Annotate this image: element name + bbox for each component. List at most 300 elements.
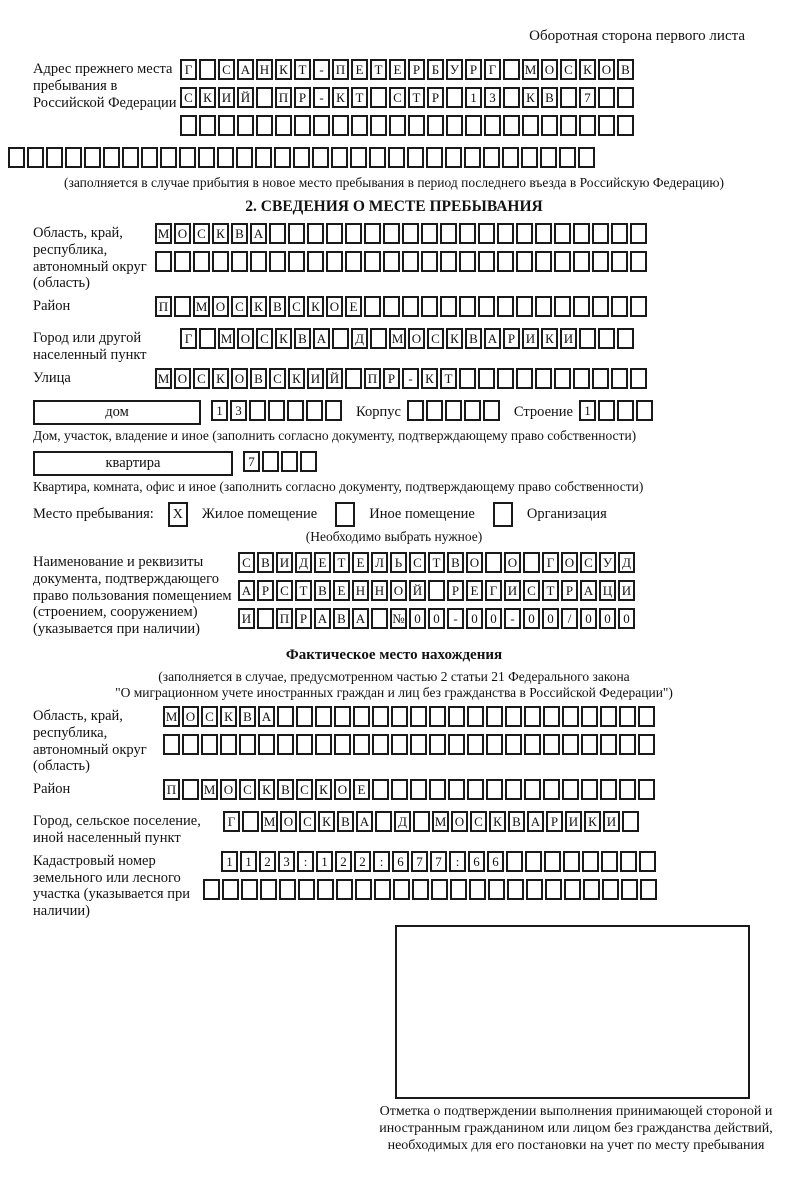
char-cell[interactable]: Е <box>466 580 483 601</box>
char-cell[interactable]: К <box>199 87 216 108</box>
char-cell[interactable] <box>619 706 636 727</box>
char-cell[interactable] <box>619 734 636 755</box>
char-cell[interactable] <box>180 115 197 136</box>
char-cell[interactable]: М <box>261 811 278 832</box>
char-cell[interactable] <box>288 251 305 272</box>
char-cell[interactable] <box>581 734 598 755</box>
char-cell[interactable] <box>426 147 443 168</box>
char-cell[interactable]: С <box>231 296 248 317</box>
char-cell[interactable]: А <box>237 59 254 80</box>
char-cell[interactable]: Е <box>389 59 406 80</box>
char-cell[interactable] <box>617 400 634 421</box>
char-cell[interactable] <box>540 147 557 168</box>
char-cell[interactable] <box>525 851 542 872</box>
char-cell[interactable]: 1 <box>579 400 596 421</box>
char-cell[interactable] <box>578 147 595 168</box>
char-cell[interactable]: Е <box>333 580 350 601</box>
char-cell[interactable] <box>478 296 495 317</box>
char-cell[interactable]: О <box>182 706 199 727</box>
checkbox-zhiloe[interactable]: X <box>168 502 188 527</box>
char-cell[interactable]: П <box>163 779 180 800</box>
char-cell[interactable] <box>598 400 615 421</box>
char-cell[interactable]: 3 <box>230 400 247 421</box>
char-cell[interactable]: П <box>276 608 293 629</box>
char-cell[interactable] <box>199 115 216 136</box>
char-cell[interactable] <box>350 147 367 168</box>
char-cell[interactable] <box>562 779 579 800</box>
char-cell[interactable] <box>488 879 505 900</box>
char-cell[interactable]: П <box>155 296 172 317</box>
char-cell[interactable] <box>630 296 647 317</box>
char-cell[interactable] <box>402 223 419 244</box>
char-cell[interactable]: Ь <box>390 552 407 573</box>
char-cell[interactable] <box>446 115 463 136</box>
char-cell[interactable]: М <box>163 706 180 727</box>
char-cell[interactable] <box>503 59 520 80</box>
char-cell[interactable]: : <box>373 851 390 872</box>
char-cell[interactable] <box>218 115 235 136</box>
char-cell[interactable] <box>313 115 330 136</box>
char-cell[interactable] <box>497 223 514 244</box>
char-cell[interactable]: А <box>527 811 544 832</box>
char-cell[interactable]: А <box>580 580 597 601</box>
char-cell[interactable] <box>281 451 298 472</box>
char-cell[interactable]: О <box>231 368 248 389</box>
char-cell[interactable] <box>450 879 467 900</box>
char-cell[interactable] <box>600 706 617 727</box>
char-cell[interactable] <box>103 147 120 168</box>
char-cell[interactable]: И <box>504 580 521 601</box>
char-cell[interactable] <box>46 147 63 168</box>
char-cell[interactable] <box>638 734 655 755</box>
char-cell[interactable]: Д <box>394 811 411 832</box>
char-cell[interactable]: К <box>212 223 229 244</box>
char-cell[interactable]: А <box>313 328 330 349</box>
char-cell[interactable] <box>639 851 656 872</box>
char-cell[interactable]: К <box>275 328 292 349</box>
char-cell[interactable] <box>300 451 317 472</box>
char-cell[interactable]: О <box>466 552 483 573</box>
char-cell[interactable] <box>619 779 636 800</box>
char-cell[interactable] <box>505 779 522 800</box>
char-cell[interactable] <box>410 779 427 800</box>
char-cell[interactable]: 6 <box>468 851 485 872</box>
char-cell[interactable] <box>353 706 370 727</box>
char-cell[interactable] <box>448 734 465 755</box>
char-cell[interactable] <box>505 734 522 755</box>
char-cell[interactable] <box>638 779 655 800</box>
char-cell[interactable] <box>372 734 389 755</box>
char-cell[interactable] <box>560 115 577 136</box>
char-cell[interactable]: 0 <box>409 608 426 629</box>
char-cell[interactable]: В <box>239 706 256 727</box>
char-cell[interactable] <box>535 251 552 272</box>
char-cell[interactable] <box>478 223 495 244</box>
char-cell[interactable]: В <box>294 328 311 349</box>
char-cell[interactable]: О <box>212 296 229 317</box>
char-cell[interactable]: М <box>201 779 218 800</box>
char-cell[interactable]: М <box>218 328 235 349</box>
char-cell[interactable] <box>516 251 533 272</box>
char-cell[interactable] <box>544 851 561 872</box>
char-cell[interactable] <box>541 115 558 136</box>
char-cell[interactable]: Р <box>546 811 563 832</box>
char-cell[interactable] <box>237 115 254 136</box>
char-cell[interactable] <box>274 147 291 168</box>
char-cell[interactable]: Р <box>465 59 482 80</box>
checkbox-inoe[interactable] <box>335 502 355 527</box>
char-cell[interactable] <box>617 115 634 136</box>
char-cell[interactable]: И <box>307 368 324 389</box>
char-cell[interactable]: С <box>276 580 293 601</box>
char-cell[interactable] <box>516 296 533 317</box>
char-cell[interactable] <box>277 706 294 727</box>
char-cell[interactable]: М <box>389 328 406 349</box>
char-cell[interactable] <box>203 879 220 900</box>
char-cell[interactable] <box>429 734 446 755</box>
char-cell[interactable]: Г <box>180 59 197 80</box>
char-cell[interactable]: О <box>598 59 615 80</box>
char-cell[interactable]: Д <box>618 552 635 573</box>
char-cell[interactable] <box>621 879 638 900</box>
char-cell[interactable] <box>326 223 343 244</box>
char-cell[interactable] <box>592 251 609 272</box>
char-cell[interactable] <box>260 879 277 900</box>
char-cell[interactable] <box>562 706 579 727</box>
char-cell[interactable] <box>545 879 562 900</box>
char-cell[interactable] <box>440 251 457 272</box>
char-cell[interactable]: С <box>389 87 406 108</box>
char-cell[interactable]: Т <box>333 552 350 573</box>
char-cell[interactable] <box>402 296 419 317</box>
char-cell[interactable] <box>182 779 199 800</box>
char-cell[interactable] <box>429 706 446 727</box>
char-cell[interactable] <box>84 147 101 168</box>
char-cell[interactable] <box>293 147 310 168</box>
char-cell[interactable]: А <box>352 608 369 629</box>
char-cell[interactable] <box>592 368 609 389</box>
char-cell[interactable] <box>212 251 229 272</box>
char-cell[interactable] <box>582 851 599 872</box>
char-cell[interactable] <box>421 296 438 317</box>
char-cell[interactable]: Т <box>408 87 425 108</box>
char-cell[interactable] <box>288 223 305 244</box>
char-cell[interactable]: И <box>565 811 582 832</box>
char-cell[interactable]: В <box>541 87 558 108</box>
char-cell[interactable] <box>371 608 388 629</box>
char-cell[interactable]: Н <box>256 59 273 80</box>
char-cell[interactable] <box>459 223 476 244</box>
char-cell[interactable] <box>174 251 191 272</box>
char-cell[interactable]: Д <box>351 328 368 349</box>
char-cell[interactable]: Е <box>314 552 331 573</box>
char-cell[interactable] <box>440 296 457 317</box>
char-cell[interactable] <box>231 251 248 272</box>
char-cell[interactable]: 0 <box>428 608 445 629</box>
char-cell[interactable] <box>598 115 615 136</box>
char-cell[interactable] <box>581 779 598 800</box>
char-cell[interactable] <box>336 879 353 900</box>
char-cell[interactable] <box>484 115 501 136</box>
char-cell[interactable] <box>485 552 502 573</box>
char-cell[interactable]: О <box>541 59 558 80</box>
char-cell[interactable]: С <box>201 706 218 727</box>
char-cell[interactable] <box>445 147 462 168</box>
char-cell[interactable] <box>383 223 400 244</box>
char-cell[interactable]: К <box>421 368 438 389</box>
char-cell[interactable] <box>345 223 362 244</box>
char-cell[interactable] <box>372 706 389 727</box>
char-cell[interactable] <box>467 779 484 800</box>
char-cell[interactable] <box>250 251 267 272</box>
char-cell[interactable] <box>543 779 560 800</box>
char-cell[interactable]: И <box>218 87 235 108</box>
char-cell[interactable] <box>638 706 655 727</box>
char-cell[interactable]: Б <box>427 59 444 80</box>
char-cell[interactable]: К <box>541 328 558 349</box>
char-cell[interactable]: В <box>250 368 267 389</box>
char-cell[interactable] <box>307 223 324 244</box>
char-cell[interactable] <box>262 451 279 472</box>
char-cell[interactable]: В <box>333 608 350 629</box>
char-cell[interactable] <box>543 706 560 727</box>
char-cell[interactable] <box>486 734 503 755</box>
char-cell[interactable] <box>315 734 332 755</box>
char-cell[interactable]: 7 <box>411 851 428 872</box>
char-cell[interactable]: К <box>584 811 601 832</box>
char-cell[interactable] <box>483 400 500 421</box>
char-cell[interactable] <box>331 147 348 168</box>
char-cell[interactable] <box>640 879 657 900</box>
char-cell[interactable]: Р <box>294 87 311 108</box>
char-cell[interactable] <box>249 400 266 421</box>
char-cell[interactable] <box>622 811 639 832</box>
char-cell[interactable] <box>364 223 381 244</box>
char-cell[interactable] <box>535 296 552 317</box>
char-cell[interactable] <box>630 223 647 244</box>
char-cell[interactable] <box>332 115 349 136</box>
char-cell[interactable] <box>573 223 590 244</box>
char-cell[interactable] <box>617 328 634 349</box>
char-cell[interactable]: А <box>250 223 267 244</box>
char-cell[interactable] <box>312 147 329 168</box>
char-cell[interactable]: № <box>390 608 407 629</box>
char-cell[interactable]: У <box>446 59 463 80</box>
char-cell[interactable] <box>174 296 191 317</box>
char-cell[interactable] <box>563 851 580 872</box>
char-cell[interactable] <box>522 115 539 136</box>
char-cell[interactable]: У <box>599 552 616 573</box>
char-cell[interactable] <box>636 400 653 421</box>
char-cell[interactable]: И <box>522 328 539 349</box>
char-cell[interactable]: 0 <box>466 608 483 629</box>
char-cell[interactable] <box>573 368 590 389</box>
char-cell[interactable]: Р <box>408 59 425 80</box>
char-cell[interactable] <box>617 87 634 108</box>
char-cell[interactable] <box>448 779 465 800</box>
char-cell[interactable]: Т <box>542 580 559 601</box>
char-cell[interactable]: И <box>560 328 577 349</box>
char-cell[interactable]: В <box>508 811 525 832</box>
char-cell[interactable]: Г <box>180 328 197 349</box>
char-cell[interactable]: К <box>307 296 324 317</box>
char-cell[interactable]: Т <box>351 87 368 108</box>
char-cell[interactable] <box>554 296 571 317</box>
char-cell[interactable] <box>581 706 598 727</box>
char-cell[interactable] <box>256 115 273 136</box>
char-cell[interactable]: Г <box>542 552 559 573</box>
char-cell[interactable] <box>334 706 351 727</box>
char-cell[interactable] <box>408 115 425 136</box>
char-cell[interactable] <box>429 779 446 800</box>
char-cell[interactable] <box>562 734 579 755</box>
char-cell[interactable]: Г <box>485 580 502 601</box>
char-cell[interactable] <box>483 147 500 168</box>
char-cell[interactable] <box>543 734 560 755</box>
char-cell[interactable] <box>467 706 484 727</box>
char-cell[interactable] <box>239 734 256 755</box>
char-cell[interactable] <box>179 147 196 168</box>
char-cell[interactable] <box>413 811 430 832</box>
char-cell[interactable] <box>388 147 405 168</box>
char-cell[interactable] <box>592 296 609 317</box>
char-cell[interactable] <box>355 879 372 900</box>
char-cell[interactable]: Е <box>351 59 368 80</box>
char-cell[interactable]: 3 <box>278 851 295 872</box>
char-cell[interactable] <box>307 251 324 272</box>
char-cell[interactable]: Д <box>295 552 312 573</box>
char-cell[interactable] <box>559 147 576 168</box>
char-cell[interactable]: 1 <box>316 851 333 872</box>
char-cell[interactable]: Р <box>257 580 274 601</box>
char-cell[interactable]: И <box>238 608 255 629</box>
char-cell[interactable]: О <box>174 368 191 389</box>
char-cell[interactable]: И <box>603 811 620 832</box>
char-cell[interactable] <box>242 811 259 832</box>
char-cell[interactable] <box>275 115 292 136</box>
char-cell[interactable] <box>277 734 294 755</box>
char-cell[interactable]: Р <box>447 580 464 601</box>
char-cell[interactable]: - <box>504 608 521 629</box>
char-cell[interactable]: М <box>155 223 172 244</box>
char-cell[interactable] <box>464 400 481 421</box>
char-cell[interactable]: 7 <box>430 851 447 872</box>
char-cell[interactable]: Й <box>326 368 343 389</box>
char-cell[interactable] <box>287 400 304 421</box>
char-cell[interactable] <box>298 879 315 900</box>
char-cell[interactable]: С <box>239 779 256 800</box>
char-cell[interactable]: О <box>220 779 237 800</box>
char-cell[interactable]: : <box>297 851 314 872</box>
char-cell[interactable]: О <box>326 296 343 317</box>
char-cell[interactable] <box>505 706 522 727</box>
char-cell[interactable] <box>393 879 410 900</box>
char-cell[interactable] <box>524 706 541 727</box>
char-cell[interactable] <box>573 296 590 317</box>
char-cell[interactable]: 2 <box>335 851 352 872</box>
char-cell[interactable] <box>315 706 332 727</box>
char-cell[interactable]: С <box>470 811 487 832</box>
char-cell[interactable] <box>524 779 541 800</box>
char-cell[interactable] <box>630 368 647 389</box>
char-cell[interactable] <box>317 879 334 900</box>
char-cell[interactable] <box>193 251 210 272</box>
char-cell[interactable]: В <box>617 59 634 80</box>
char-cell[interactable] <box>370 87 387 108</box>
char-cell[interactable] <box>598 87 615 108</box>
char-cell[interactable] <box>353 734 370 755</box>
char-cell[interactable] <box>620 851 637 872</box>
char-cell[interactable] <box>306 400 323 421</box>
char-cell[interactable] <box>459 368 476 389</box>
char-cell[interactable] <box>554 368 571 389</box>
char-cell[interactable]: 6 <box>392 851 409 872</box>
char-cell[interactable]: С <box>218 59 235 80</box>
char-cell[interactable] <box>497 368 514 389</box>
char-cell[interactable] <box>345 251 362 272</box>
char-cell[interactable] <box>469 879 486 900</box>
char-cell[interactable]: Т <box>428 552 445 573</box>
char-cell[interactable] <box>370 328 387 349</box>
char-cell[interactable]: О <box>451 811 468 832</box>
char-cell[interactable] <box>448 706 465 727</box>
char-cell[interactable]: 3 <box>484 87 501 108</box>
char-cell[interactable] <box>467 734 484 755</box>
char-cell[interactable]: С <box>580 552 597 573</box>
char-cell[interactable]: В <box>277 779 294 800</box>
char-cell[interactable] <box>535 368 552 389</box>
char-cell[interactable] <box>220 734 237 755</box>
char-cell[interactable]: К <box>315 779 332 800</box>
char-cell[interactable]: О <box>561 552 578 573</box>
char-cell[interactable] <box>611 223 628 244</box>
char-cell[interactable]: Р <box>503 328 520 349</box>
char-cell[interactable] <box>257 608 274 629</box>
char-cell[interactable] <box>426 400 443 421</box>
char-cell[interactable]: С <box>427 328 444 349</box>
char-cell[interactable]: М <box>193 296 210 317</box>
char-cell[interactable]: Г <box>484 59 501 80</box>
char-cell[interactable]: 2 <box>354 851 371 872</box>
char-cell[interactable]: В <box>257 552 274 573</box>
char-cell[interactable]: Е <box>353 779 370 800</box>
char-cell[interactable]: Е <box>352 552 369 573</box>
char-cell[interactable] <box>410 734 427 755</box>
char-cell[interactable]: Т <box>294 59 311 80</box>
char-cell[interactable]: Т <box>370 59 387 80</box>
char-cell[interactable] <box>428 580 445 601</box>
char-cell[interactable]: Н <box>352 580 369 601</box>
char-cell[interactable] <box>600 779 617 800</box>
char-cell[interactable]: А <box>258 706 275 727</box>
char-cell[interactable] <box>497 251 514 272</box>
char-cell[interactable] <box>516 368 533 389</box>
char-cell[interactable]: С <box>238 552 255 573</box>
char-cell[interactable]: К <box>288 368 305 389</box>
char-cell[interactable]: Р <box>383 368 400 389</box>
char-cell[interactable] <box>459 251 476 272</box>
char-cell[interactable] <box>502 147 519 168</box>
char-cell[interactable]: О <box>237 328 254 349</box>
char-cell[interactable] <box>630 251 647 272</box>
char-cell[interactable] <box>375 811 392 832</box>
char-cell[interactable]: 0 <box>599 608 616 629</box>
char-cell[interactable] <box>402 251 419 272</box>
char-cell[interactable] <box>345 368 362 389</box>
char-cell[interactable] <box>389 115 406 136</box>
char-cell[interactable] <box>364 296 381 317</box>
char-cell[interactable]: К <box>318 811 335 832</box>
